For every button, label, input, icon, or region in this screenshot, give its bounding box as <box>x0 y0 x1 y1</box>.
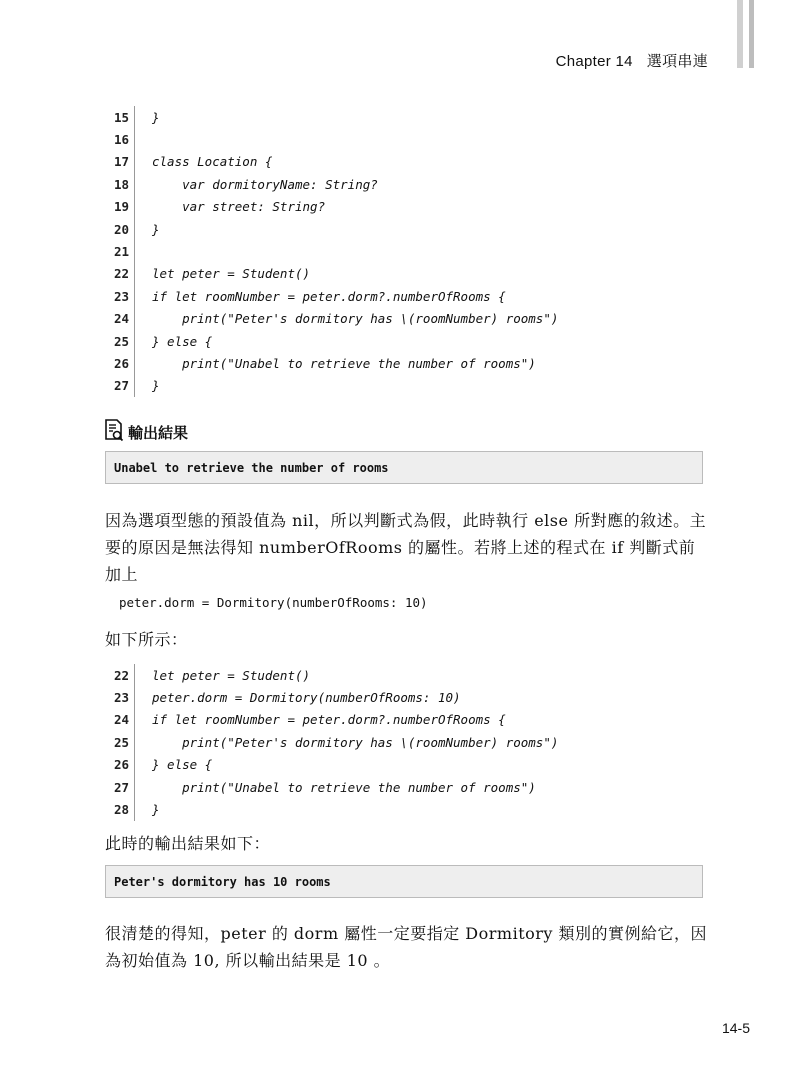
code-text: print("Peter's dormitory has \(roomNumber) rooms") <box>152 734 559 750</box>
code-line <box>105 754 705 776</box>
line-number: 22 <box>105 263 135 285</box>
code-text: let peter = Student() <box>152 266 311 282</box>
output-box-1 <box>105 451 703 484</box>
code-text: if let roomNumber = peter.dorm?.numberOfRooms { <box>152 288 506 304</box>
output-heading-label: 輸出結果 <box>128 423 189 442</box>
line-number: 22 <box>105 664 135 686</box>
line-number: 24 <box>105 308 135 330</box>
line-number: 25 <box>105 330 135 352</box>
paragraph: 此時的輸出結果如下： <box>105 834 271 853</box>
output-text: Peter's dormitory has 10 rooms <box>114 874 331 889</box>
output-heading <box>104 418 188 446</box>
code-line <box>105 128 705 150</box>
code-line <box>105 664 705 686</box>
line-number: 19 <box>105 196 135 218</box>
code-text: } <box>152 802 160 818</box>
line-number: 24 <box>105 709 135 731</box>
code-text: } <box>152 221 160 237</box>
document-search-icon <box>104 418 128 446</box>
page-number: 14-5 <box>721 1020 750 1036</box>
inline-code-snippet: peter.dorm = Dormitory(numberOfRooms: 10) <box>119 595 428 610</box>
code-line <box>105 330 705 352</box>
code-listing-1 <box>105 106 705 397</box>
paragraph: 因為選項型態的預設值為 nil，所以判斷式為假，此時執行 else 所對應的敘述。主要的原因是無法得知 numberOfRooms 的屬性。若將上述的程式在 if 判斷式前加上 <box>105 511 707 584</box>
line-number: 23 <box>105 285 135 307</box>
line-number: 16 <box>105 128 135 150</box>
chapter-title: 選項串連 <box>646 53 708 70</box>
code-text: } <box>152 109 160 125</box>
code-line <box>105 308 705 330</box>
code-text: print("Unabel to retrieve the number of rooms") <box>152 779 536 795</box>
code-text: } <box>152 378 160 394</box>
code-text: print("Unabel to retrieve the number of rooms") <box>152 355 536 371</box>
code-line <box>105 173 705 195</box>
code-line <box>105 106 705 128</box>
code-line <box>105 731 705 753</box>
code-text: } else { <box>152 757 213 773</box>
line-number: 15 <box>105 106 135 128</box>
code-text: } else { <box>152 333 213 349</box>
code-line <box>105 686 705 708</box>
code-line <box>105 709 705 731</box>
line-number: 23 <box>105 686 135 708</box>
line-number: 21 <box>105 240 135 262</box>
line-number: 25 <box>105 731 135 753</box>
code-text: class Location { <box>152 154 273 170</box>
code-line <box>105 285 705 307</box>
code-text: peter.dorm = Dormitory(numberOfRooms: 10) <box>152 690 461 706</box>
edge-tab-bar <box>749 0 754 68</box>
code-line <box>105 352 705 374</box>
code-line <box>105 263 705 285</box>
code-text: var street: String? <box>152 199 326 215</box>
line-number: 18 <box>105 173 135 195</box>
line-number: 20 <box>105 218 135 240</box>
code-line <box>105 375 705 397</box>
code-text: var dormitoryName: String? <box>152 176 378 192</box>
code-text: if let roomNumber = peter.dorm?.numberOfRooms { <box>152 712 506 728</box>
code-text: print("Peter's dormitory has \(roomNumber) rooms") <box>152 311 559 327</box>
line-number: 17 <box>105 151 135 173</box>
chapter-label: Chapter 14 <box>555 53 633 70</box>
line-number: 26 <box>105 352 135 374</box>
line-number: 27 <box>105 776 135 798</box>
line-number: 26 <box>105 754 135 776</box>
line-number: 28 <box>105 798 135 820</box>
code-line <box>105 240 705 262</box>
code-line <box>105 196 705 218</box>
paragraph: 如下所示： <box>105 630 188 649</box>
code-listing-2 <box>105 664 705 821</box>
output-text: Unabel to retrieve the number of rooms <box>114 460 389 475</box>
code-line <box>105 776 705 798</box>
code-line <box>105 798 705 820</box>
running-header <box>556 50 708 71</box>
code-text: let peter = Student() <box>152 667 311 683</box>
code-line <box>105 151 705 173</box>
line-number: 27 <box>105 375 135 397</box>
edge-tab-bar <box>737 0 743 68</box>
paragraph: 很清楚的得知，peter 的 dorm 屬性一定要指定 Dormitory 類別的實例給它，因為初始值為 10, 所以輸出結果是 10 。 <box>105 924 708 970</box>
output-box-2 <box>105 865 703 898</box>
code-line <box>105 218 705 240</box>
